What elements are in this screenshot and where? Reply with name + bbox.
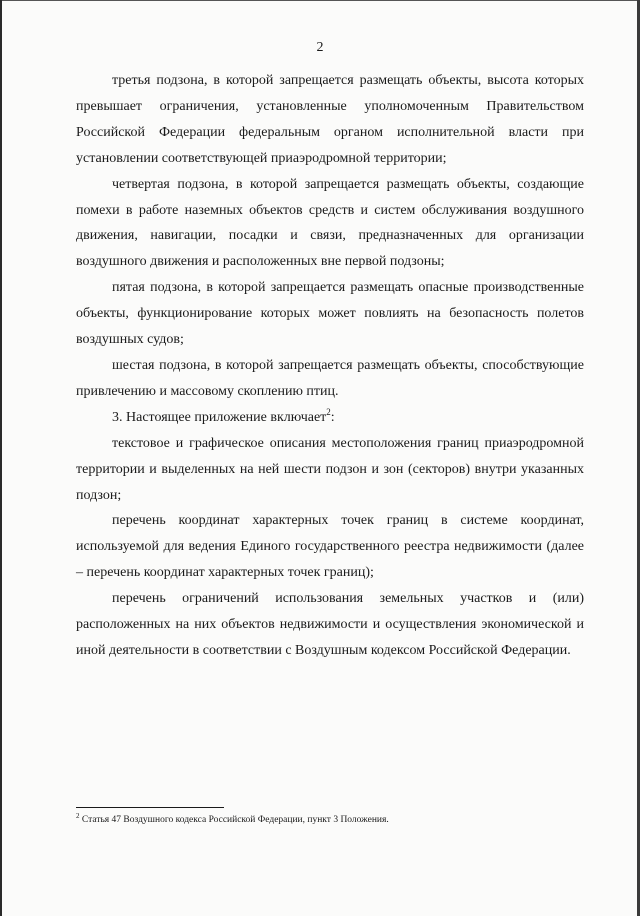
body-text: [76, 68, 584, 664]
paragraph-subzone-5: пятая подзона, в которой запрещается размещать опасные производственные объекты, функционирование которых может повлиять на безопасность полетов воздушных судов;: [76, 280, 584, 348]
appendix-includes-text: 3. Настоящее приложение включает: [112, 409, 327, 425]
footnote-divider: [76, 807, 224, 808]
footnote-marker: 2: [76, 812, 80, 820]
page-number: 2: [316, 40, 324, 55]
paragraph-description: текстовое и графическое описания местоположения границ приаэродромной территории и выделенных на ней шести подзон и зон (секторов) внутри указанных подзон;: [76, 435, 584, 503]
paragraph-subzone-4: четвертая подзона, в которой запрещается размещать объекты, создающие помехи в работе наземных объектов средств и систем обслуживания воздушного движения, навигации, посадки и связи, предназначенных для организации воздушного движения и расположенных вне первой подзоны;: [76, 176, 584, 270]
appendix-includes-suffix: :: [330, 409, 335, 425]
scan-edge-left: [0, 0, 2, 916]
scan-edge-top: [0, 0, 640, 1]
footnote: [76, 814, 584, 827]
paragraph-appendix-includes: [76, 405, 584, 431]
footnote-reference[interactable]: 2: [326, 406, 331, 417]
paragraph-restrictions-list: перечень ограничений использования земельных участков и (или) расположенных на них объектов недвижимости и осуществления экономической и иной деятельности в соответствии с Воздушным кодексом Российской Федерации.: [76, 591, 584, 658]
paragraph-subzone-6: шестая подзона, в которой запрещается размещать объекты, способствующие привлечению и массовому скоплению птиц.: [76, 357, 584, 399]
footnote-text: Статья 47 Воздушного кодекса Российской Федерации, пункт 3 Положения.: [79, 815, 389, 825]
paragraph-subzone-3: третья подзона, в которой запрещается размещать объекты, высота которых превышает ограничения, установленные уполномоченным Правительством Российской Федерации федеральным органом исполнительной власти при установлении соответствующей приаэродромной территории;: [76, 73, 584, 166]
paragraph-coordinates-list: перечень координат характерных точек границ в системе координат, используемой для ведения Единого государственного реестра недвижимости (далее – перечень координат характерных точек границ);: [76, 513, 584, 581]
